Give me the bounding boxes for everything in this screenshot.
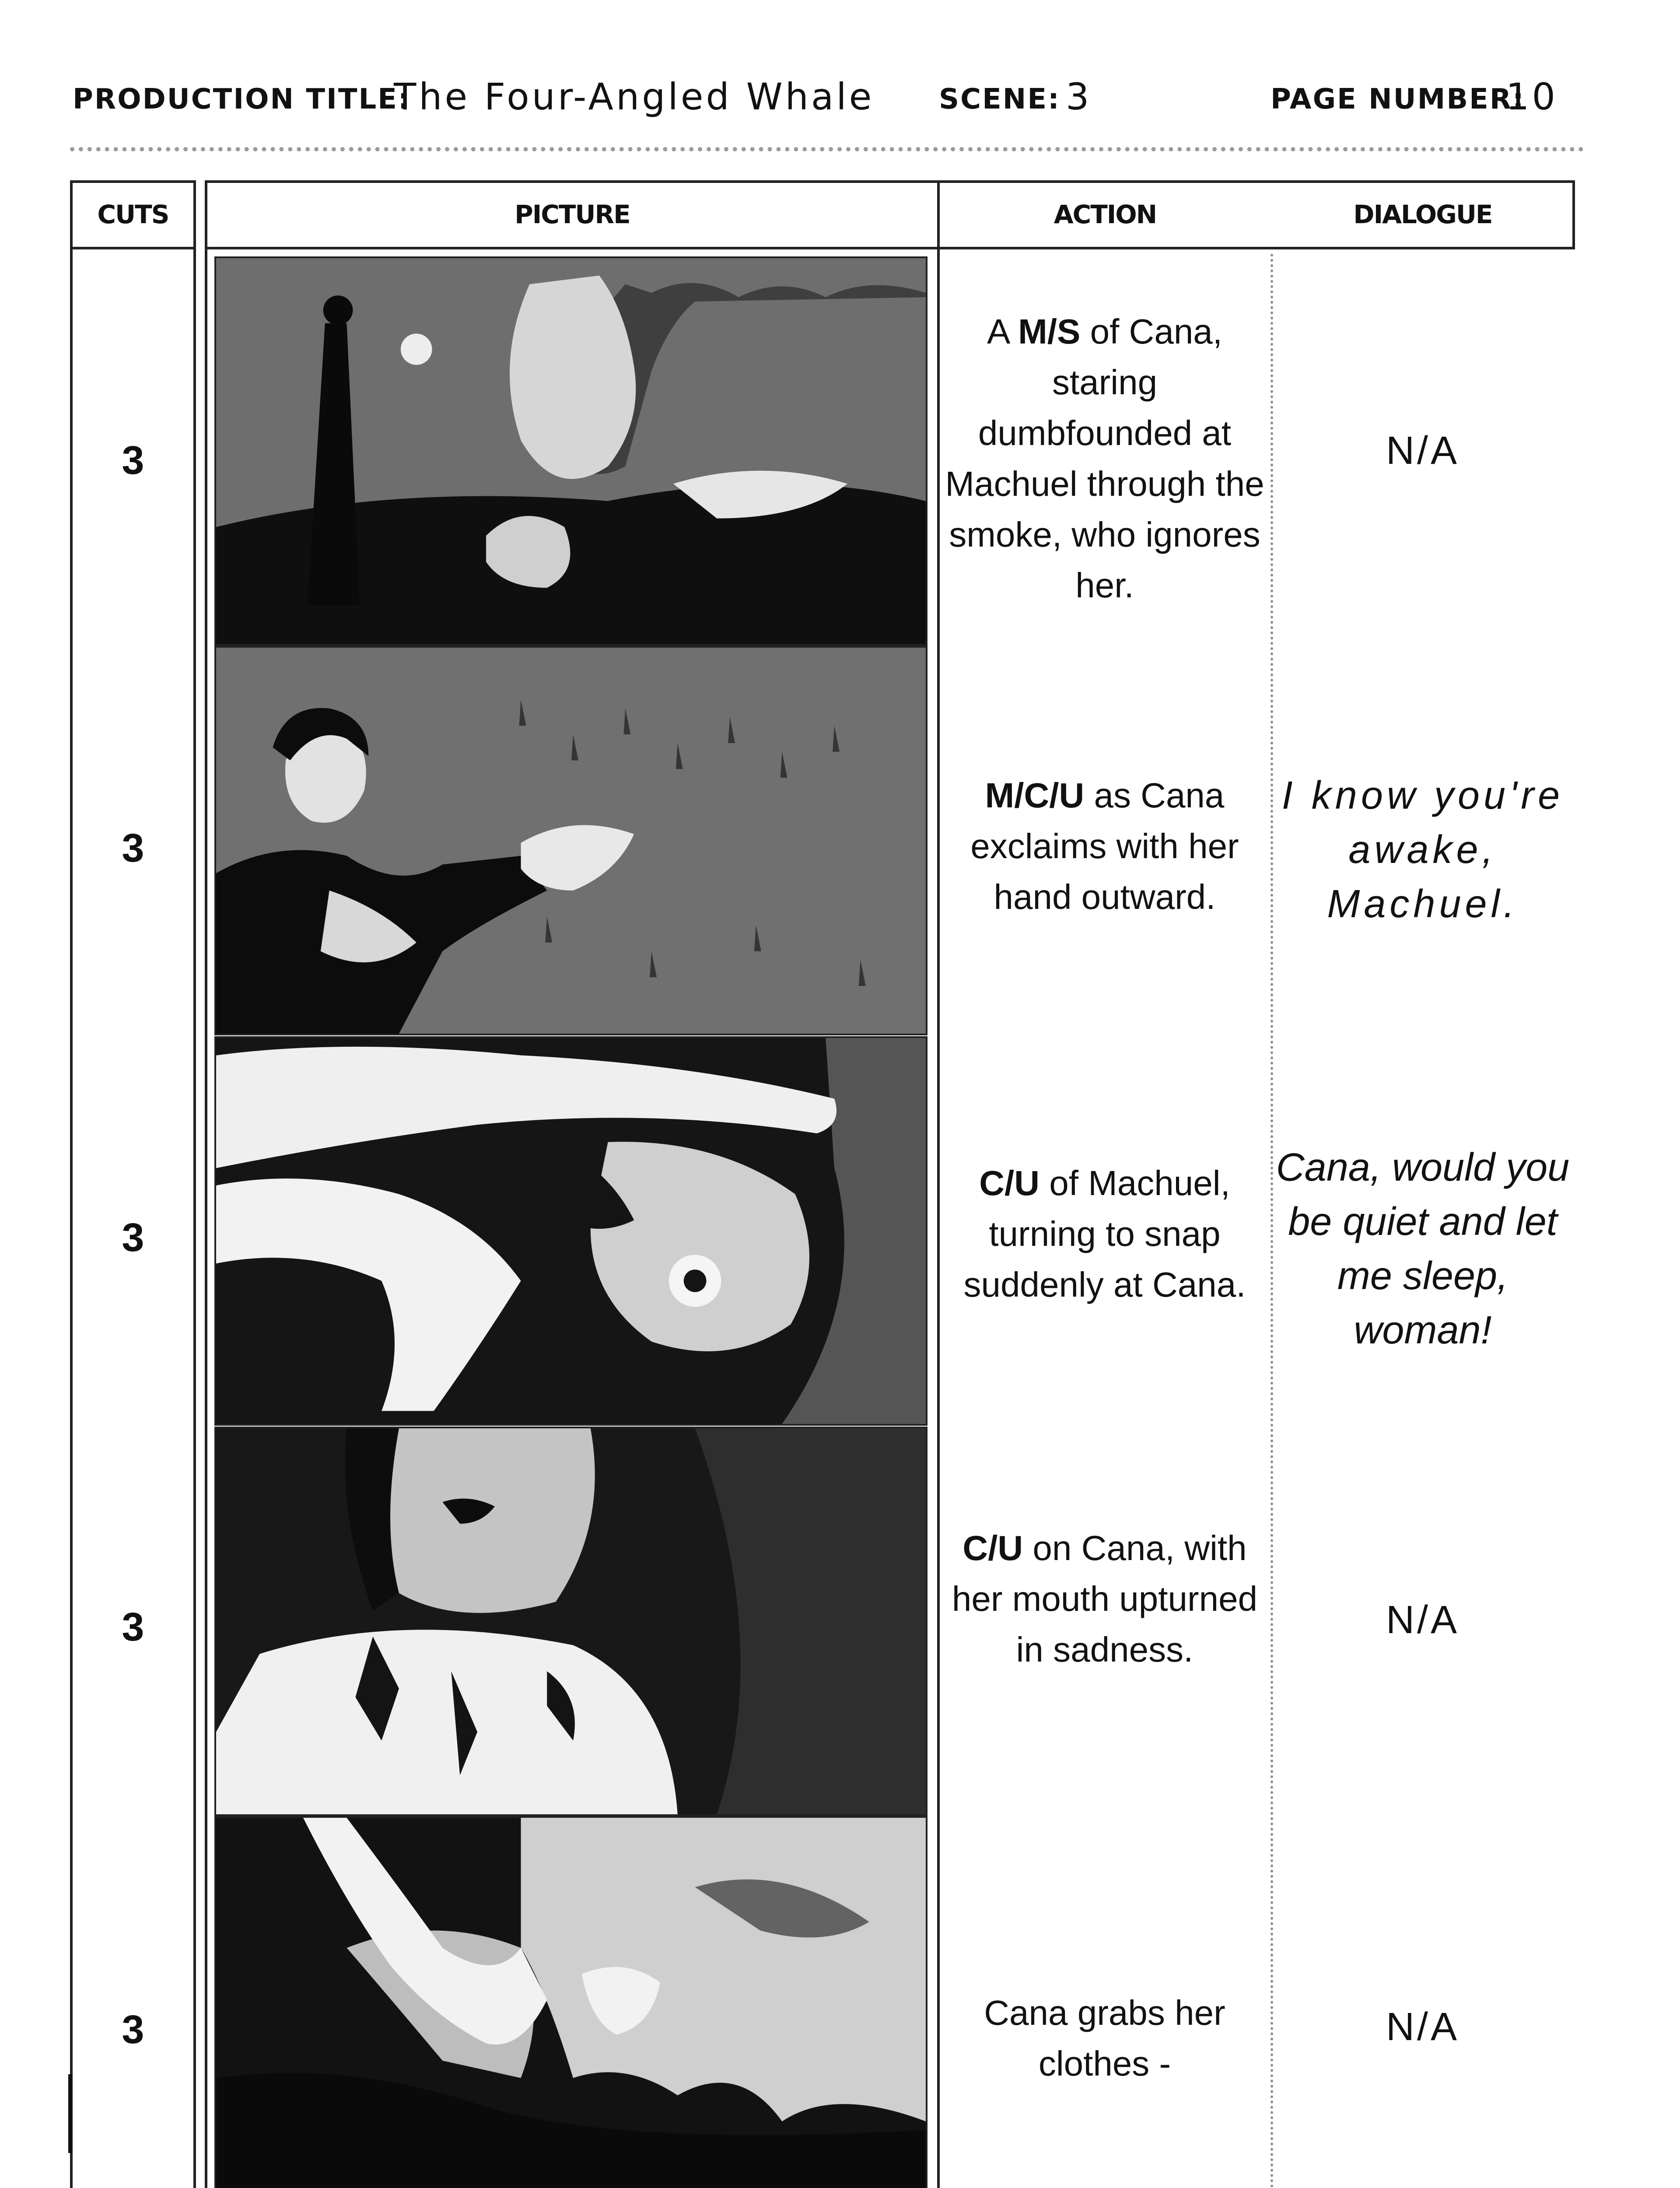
- margin-mark: [68, 2074, 73, 2153]
- frame-illustration-grabbing-clothes: [216, 1818, 926, 2188]
- storyboard-frame: [214, 1816, 928, 2188]
- table-header-separator: [205, 247, 1575, 249]
- action-description: M/C/U as Cana exclaims with her hand outward.: [970, 776, 1239, 916]
- scene-number: 3: [1066, 75, 1092, 118]
- action-description: C/U on Cana, with her mouth upturned in sadness.: [952, 1529, 1258, 1669]
- header-divider: [70, 147, 1584, 151]
- frame-illustration-cana-sad: [216, 1428, 926, 1814]
- dialogue-text: N/A: [1386, 429, 1460, 473]
- dialogue-column-header: DIALOGUE: [1353, 200, 1492, 229]
- storyboard-frame: [214, 646, 928, 1035]
- action-column-header: ACTION: [1054, 200, 1157, 229]
- frame-illustration-smoke: [216, 258, 926, 644]
- cuts-header-separator: [70, 247, 196, 249]
- production-title: The Four-Angled Whale: [394, 75, 875, 118]
- cut-number: 3: [122, 1215, 144, 1260]
- dialogue-text: N/A: [1386, 2005, 1460, 2049]
- storyboard-frame: [214, 1036, 928, 1426]
- cut-number: 3: [122, 1605, 144, 1649]
- frame-illustration-machuel-closeup: [216, 1038, 926, 1424]
- frame-illustration-cana-exclaiming: [216, 648, 926, 1034]
- cut-number: 3: [122, 2007, 144, 2052]
- dialogue-text: Cana, would you be quiet and let me sleep, woman!: [1276, 1146, 1570, 1352]
- cuts-column-header: CUTS: [97, 200, 169, 229]
- scene-label: SCENE:: [939, 83, 1060, 116]
- dialogue-text: I know you're awake, Machuel.: [1281, 774, 1564, 926]
- cut-number: 3: [122, 438, 144, 483]
- action-description: C/U of Machuel, turning to snap suddenly at Cana.: [963, 1164, 1246, 1304]
- action-dialogue-divider: [1270, 254, 1273, 2188]
- cut-number: 3: [122, 826, 144, 870]
- storyboard-frame: [214, 256, 928, 646]
- header-right-edge: [1572, 180, 1575, 249]
- action-description: Cana grabs her clothes -: [984, 1993, 1225, 2083]
- picture-column-border: [937, 180, 940, 2188]
- picture-column-header: PICTURE: [514, 200, 630, 229]
- dialogue-text: N/A: [1386, 1598, 1460, 1642]
- storyboard-frame: [214, 1427, 928, 1816]
- page-number-label: PAGE NUMBER:: [1270, 83, 1525, 116]
- production-title-label: PRODUCTION TITLE:: [73, 83, 411, 116]
- action-description: A M/S of Cana, staring dumbfounded at Machuel through the smoke, who ignores her.: [945, 312, 1264, 605]
- page-number: 10: [1506, 75, 1558, 118]
